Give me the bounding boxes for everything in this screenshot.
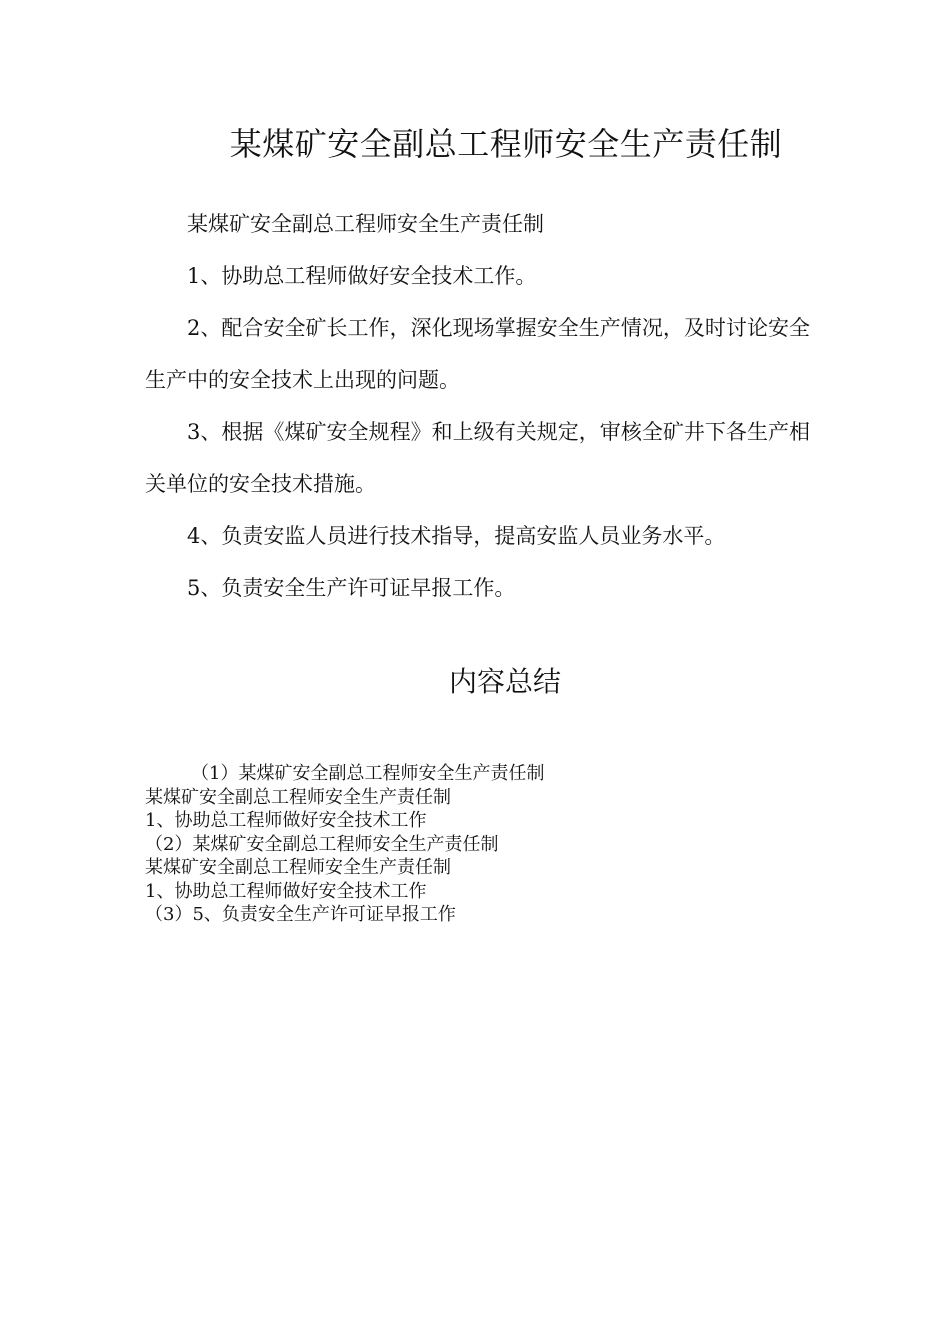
paragraph-item-4: 4、负责安监人员进行技术指导，提高安监人员业务水平。: [187, 524, 726, 548]
paragraph-heading: 某煤矿安全副总工程师安全生产责任制: [187, 212, 544, 236]
summary-line: （1）某煤矿安全副总工程师安全生产责任制: [191, 763, 545, 784]
summary-line: （3）5、负责安全生产许可证早报工作: [145, 904, 456, 925]
paragraph-item-2: 2、配合安全矿长工作，深化现场掌握安全生产情况，及时讨论安全生产中的安全技术上出现的问题。: [145, 316, 810, 392]
summary-title: 内容总结: [448, 665, 561, 698]
paragraph-item-1: 1、协助总工程师做好安全技术工作。: [187, 264, 537, 288]
summary-line: 1、协助总工程师做好安全技术工作: [145, 810, 427, 831]
document-title: 某煤矿安全副总工程师安全生产责任制: [229, 125, 783, 163]
paragraph-item-3: 3、根据《煤矿安全规程》和上级有关规定，审核全矿井下各生产相关单位的安全技术措施。: [145, 420, 810, 496]
summary-block: [145, 762, 810, 927]
document-body: [145, 198, 810, 614]
paragraph-item-5: 5、负责安全生产许可证早报工作。: [187, 576, 516, 600]
summary-line: 某煤矿安全副总工程师安全生产责任制: [145, 786, 451, 808]
summary-line: 1、协助总工程师做好安全技术工作: [145, 880, 427, 902]
summary-line: （2）某煤矿安全副总工程师安全生产责任制: [145, 833, 499, 855]
summary-line: 某煤矿安全副总工程师安全生产责任制: [145, 857, 451, 878]
